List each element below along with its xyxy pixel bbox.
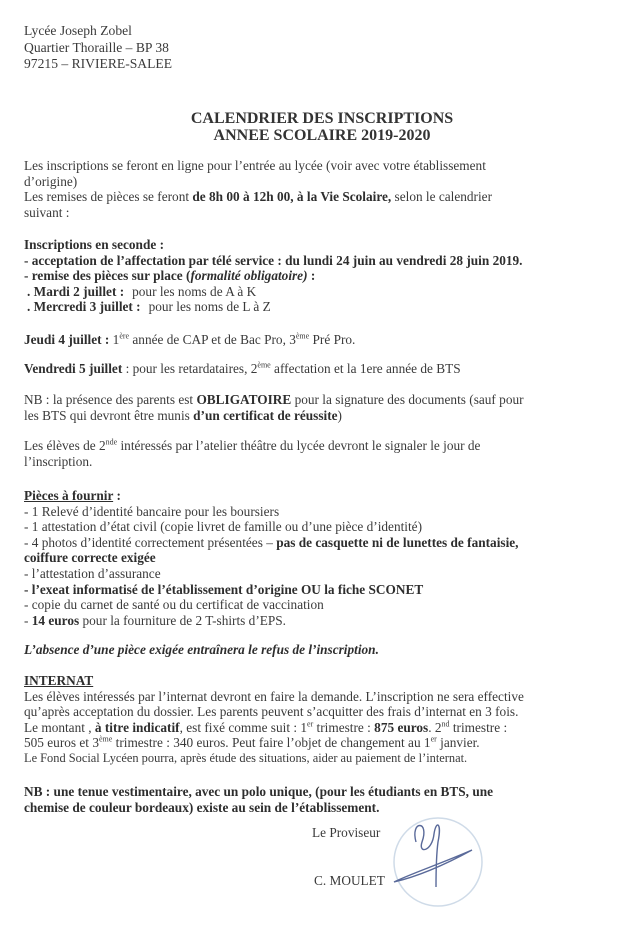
hours-location: de 8h 00 à 12h 00, à la Vie Scolaire, (192, 189, 392, 205)
text: : (307, 268, 316, 284)
list-item: - l’attestation d’assurance (24, 565, 161, 581)
text: NB : une tenue vestimentaire, avec un polo unique, (pour les étudiants en BTS, une (24, 784, 494, 799)
list-item: - acceptation de l’affectation par télé service : du lundi 24 juin au vendredi 28 juin 2019. (24, 252, 523, 268)
text: l’inscription. (24, 453, 93, 469)
text: : pour les retardataires, 2 (122, 361, 258, 376)
vendredi-line (24, 361, 624, 377)
intro-line: suivant : (24, 204, 70, 220)
text: les BTS qui devront être munis (24, 407, 194, 423)
text: Les remises de pièces se feront (24, 189, 193, 205)
day-label: . Mardi 2 juillet : (27, 283, 125, 299)
list-item: - l’exeat informatisé de l’établissement d’origine OU la fiche SCONET (24, 581, 424, 597)
text: Le Fond Social Lycéen pourra, après étude des situations, aider au paiement de l’internat. (24, 750, 468, 765)
text: 1 (109, 332, 120, 347)
section-heading: Pièces à fournir (24, 488, 114, 503)
text: Les élèves intéressés par l’internat devront en faire la demande. L’inscription ne sera effective (24, 688, 524, 704)
text: pour la signature des documents (sauf pour (291, 392, 524, 407)
signatory-role: Le Proviseur (312, 825, 381, 840)
list-item (24, 299, 624, 315)
text: selon le calendrier (391, 189, 493, 205)
pieces-section (24, 488, 624, 628)
text: pas de casquette ni de lunettes de fantaisie, (276, 534, 519, 550)
text: ème (295, 331, 310, 341)
text: 875 euros (374, 719, 429, 735)
document-subtitle: ANNEE SCOLAIRE 2019-2020 (213, 127, 431, 144)
section-heading: INTERNAT (24, 673, 94, 688)
intro-line: Les inscriptions se feront en ligne pour l’entrée au lycée (voir avec votre établissement (24, 158, 486, 173)
text: er (307, 719, 314, 729)
text: OBLIGATOIRE (196, 392, 292, 407)
text: trimestre : (449, 719, 508, 735)
text: : (113, 488, 121, 503)
signatory-name: C. MOULET (314, 873, 385, 888)
text: ème (257, 360, 271, 370)
text: ème (98, 734, 113, 744)
nb-parents (24, 392, 624, 423)
text: chemise de couleur bordeaux) existe au sein de l’établissement. (24, 799, 380, 815)
text: NB : la présence des parents est (24, 392, 197, 407)
text: - remise des pièces sur place ( (24, 268, 191, 284)
intro-line (24, 189, 624, 205)
section-heading: Inscriptions en seconde : (24, 237, 164, 252)
text: pour les noms de A à K (132, 283, 257, 299)
school-address-line: Quartier Thoraille – BP 38 (24, 39, 169, 55)
text: d’un certificat de réussite (193, 407, 338, 423)
school-name: Lycée Joseph Zobel (24, 23, 132, 38)
day-label: Jeudi 4 juillet : (24, 332, 110, 347)
handwritten-signature (394, 825, 472, 887)
text: ère (119, 331, 130, 341)
seconde-section (24, 237, 624, 315)
text: er (430, 734, 437, 744)
nb-tenue (24, 784, 624, 815)
warning-note: L’absence d’une pièce exigée entraînera le refus de l’inscription. (24, 642, 379, 657)
text: ) (337, 407, 342, 423)
text: qu’après acceptation du dossier. Les parents peuvent s’acquitter des frais d’internat en 3 fois. (24, 704, 519, 720)
text: 505 euros et 3 (24, 735, 99, 751)
intro-paragraph (24, 158, 624, 220)
list-item: - 1 Relevé d’identité bancaire pour les boursiers (24, 503, 280, 519)
list-item (24, 268, 624, 284)
text: trimestre : (313, 719, 375, 735)
text: intéressés par l’atelier théâtre du lycée devront le signaler le jour de (117, 438, 481, 453)
text: nde (105, 437, 118, 447)
intro-line: d’origine) (24, 173, 78, 189)
list-item (24, 613, 624, 629)
text: , est fixé comme suit : 1 (179, 719, 308, 735)
list-item (24, 535, 624, 551)
text: Les élèves de 2 (24, 438, 106, 453)
text: - (24, 612, 32, 628)
text: 14 euros (31, 612, 80, 628)
text: . 2 (428, 719, 442, 735)
text: Le montant , (24, 719, 95, 735)
text: janvier. (436, 735, 480, 751)
text: Pré Pro. (309, 332, 356, 347)
theatre-note (24, 438, 624, 469)
document-title: CALENDRIER DES INSCRIPTIONS (190, 110, 454, 127)
text: trimestre : 340 euros. Peut faire l’objet de changement au 1 (112, 735, 431, 751)
text: formalité obligatoire) (190, 268, 308, 284)
text: - 4 photos d’identité correctement présentées – (24, 534, 277, 550)
jeudi-line (24, 332, 624, 348)
school-city-line: 97215 – RIVIERE-SALEE (24, 56, 173, 71)
text: pour la fourniture de 2 T-shirts d’EPS. (79, 612, 286, 628)
text: pour les noms de L à Z (148, 299, 271, 315)
list-item: - 1 attestation d’état civil (copie livret de famille ou d’une pièce d’identité) (24, 519, 423, 535)
text: nd (441, 719, 450, 729)
list-item-continuation: coiffure correcte exigée (24, 550, 156, 566)
school-address-block (24, 23, 172, 73)
list-item (24, 284, 624, 300)
signature-stamp-icon (380, 812, 500, 912)
text: à titre indicatif (94, 719, 180, 735)
text: année de CAP et de Bac Pro, 3 (129, 332, 296, 347)
day-label: Vendredi 5 juillet (24, 361, 123, 376)
day-label: . Mercredi 3 juillet : (27, 299, 141, 315)
list-item: - copie du carnet de santé ou du certificat de vaccination (24, 597, 324, 613)
text: affectation et la 1ere année de BTS (270, 361, 461, 376)
stamp-circle (394, 818, 482, 906)
internat-section (24, 673, 624, 767)
